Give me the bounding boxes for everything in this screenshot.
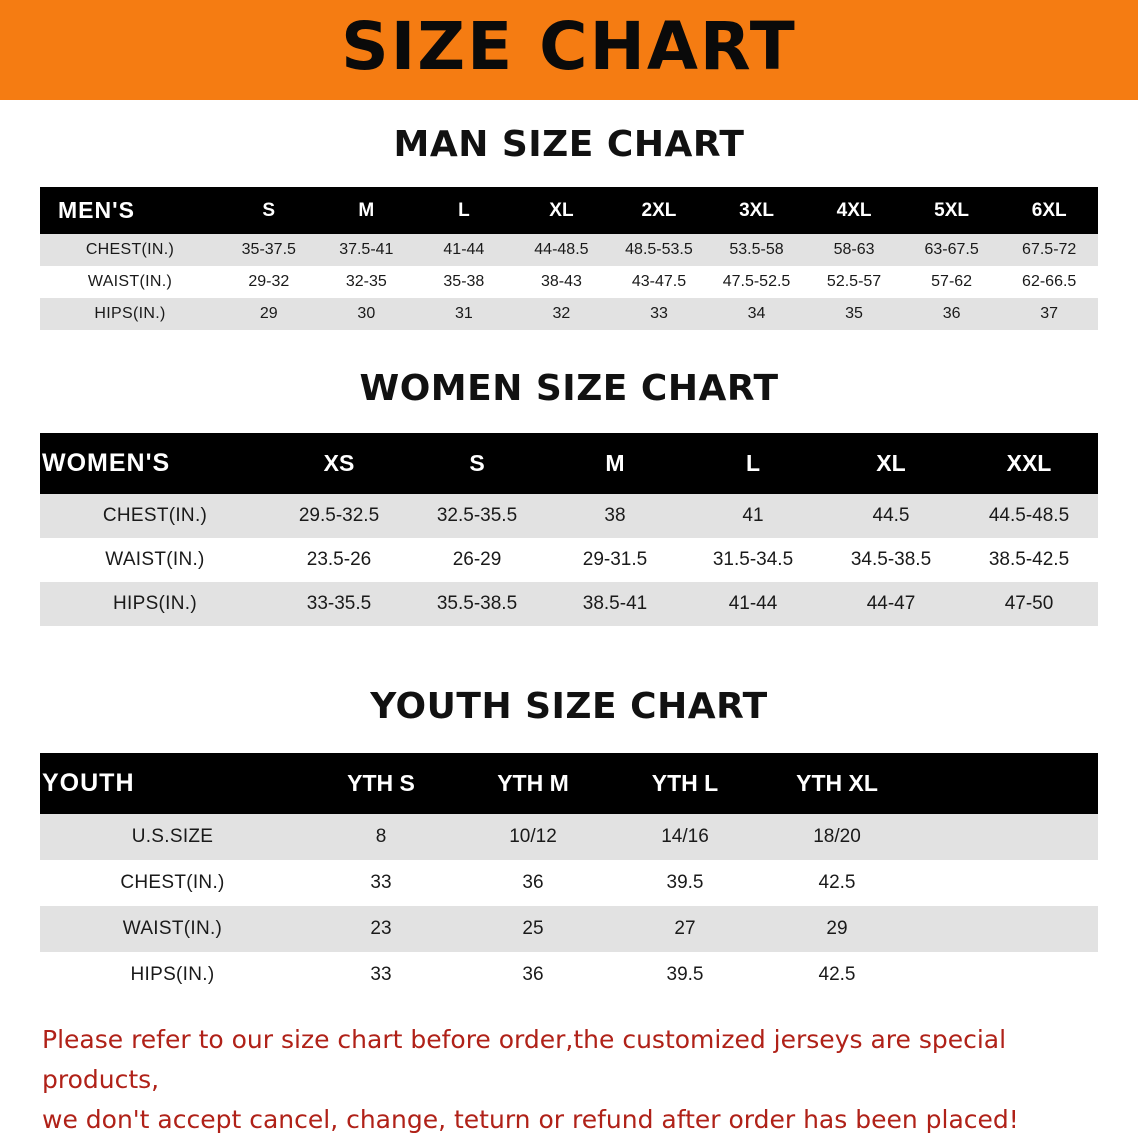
cell: 31.5-34.5: [684, 538, 822, 582]
cell: 32: [513, 298, 611, 330]
man-section-title: MAN SIZE CHART: [393, 124, 745, 165]
page-title: SIZE CHART: [341, 8, 797, 85]
cell: 33-35.5: [270, 582, 408, 626]
cell-spacer: [913, 814, 1098, 860]
cell: 62-66.5: [1000, 266, 1098, 298]
row-label-chest: CHEST(IN.): [40, 860, 305, 906]
cell: 58-63: [805, 234, 903, 266]
col-header-xl: XL: [513, 187, 611, 234]
cell: 29-32: [220, 266, 318, 298]
cell: 67.5-72: [1000, 234, 1098, 266]
man-size-table: [40, 187, 1098, 330]
row-label-waist: WAIST(IN.): [40, 266, 220, 298]
cell: 36: [457, 860, 609, 906]
table-header-row: [40, 187, 1098, 234]
cell: 10/12: [457, 814, 609, 860]
cell: 41-44: [684, 582, 822, 626]
row-label-hips: HIPS(IN.): [40, 952, 305, 998]
cell: 38.5-42.5: [960, 538, 1098, 582]
table-row: [40, 538, 1098, 582]
cell: 47.5-52.5: [708, 266, 806, 298]
cell: 44-48.5: [513, 234, 611, 266]
cell: 34: [708, 298, 806, 330]
cell: 44-47: [822, 582, 960, 626]
cell-spacer: [913, 860, 1098, 906]
col-header-yth-m: YTH M: [457, 753, 609, 814]
col-header-m: M: [546, 433, 684, 494]
col-header-5xl: 5XL: [903, 187, 1001, 234]
cell: 23: [305, 906, 457, 952]
cell: 32.5-35.5: [408, 494, 546, 538]
col-header-yth-xl: YTH XL: [761, 753, 913, 814]
cell-spacer: [913, 906, 1098, 952]
cell: 29-31.5: [546, 538, 684, 582]
table-row: [40, 582, 1098, 626]
cell: 36: [903, 298, 1001, 330]
cell: 35-38: [415, 266, 513, 298]
col-header-yth-s: YTH S: [305, 753, 457, 814]
cell: 33: [305, 952, 457, 998]
col-header-l: L: [415, 187, 513, 234]
col-header-3xl: 3XL: [708, 187, 806, 234]
cell: 38-43: [513, 266, 611, 298]
cell: 42.5: [761, 952, 913, 998]
disclaimer-note: [42, 1020, 1096, 1140]
cell: 44.5: [822, 494, 960, 538]
cell: 33: [305, 860, 457, 906]
cell: 42.5: [761, 860, 913, 906]
youth-table-wrap: [40, 753, 1098, 998]
cell: 44.5-48.5: [960, 494, 1098, 538]
table-row: [40, 952, 1098, 998]
cell: 25: [457, 906, 609, 952]
row-label-waist: WAIST(IN.): [40, 906, 305, 952]
col-header-l: L: [684, 433, 822, 494]
cell-spacer: [913, 952, 1098, 998]
table-row: [40, 814, 1098, 860]
row-label-hips: HIPS(IN.): [40, 298, 220, 330]
table-header-row: [40, 433, 1098, 494]
col-header-yth-l: YTH L: [609, 753, 761, 814]
cell: 48.5-53.5: [610, 234, 708, 266]
row-label-chest: CHEST(IN.): [40, 494, 270, 538]
col-header-m: M: [318, 187, 416, 234]
row-label-us-size: U.S.SIZE: [40, 814, 305, 860]
row-label-chest: CHEST(IN.): [40, 234, 220, 266]
col-header-s: S: [220, 187, 318, 234]
col-header-s: S: [408, 433, 546, 494]
cell: 39.5: [609, 860, 761, 906]
cell: 26-29: [408, 538, 546, 582]
cell: 8: [305, 814, 457, 860]
cell: 47-50: [960, 582, 1098, 626]
cell: 41: [684, 494, 822, 538]
disclaimer-line-2: we don't accept cancel, change, teturn or refund after order has been placed!: [42, 1105, 1019, 1134]
cell: 37: [1000, 298, 1098, 330]
cell: 38: [546, 494, 684, 538]
col-header-men: MEN'S: [40, 187, 220, 234]
table-row: [40, 906, 1098, 952]
col-header-xl: XL: [822, 433, 960, 494]
table-header-row: [40, 753, 1098, 814]
col-header-6xl: 6XL: [1000, 187, 1098, 234]
women-section-title: WOMEN SIZE CHART: [359, 368, 779, 409]
cell: 38.5-41: [546, 582, 684, 626]
cell: 18/20: [761, 814, 913, 860]
women-size-table: [40, 433, 1098, 626]
cell: 29: [761, 906, 913, 952]
col-header-xs: XS: [270, 433, 408, 494]
cell: 35.5-38.5: [408, 582, 546, 626]
cell: 34.5-38.5: [822, 538, 960, 582]
cell: 52.5-57: [805, 266, 903, 298]
cell: 36: [457, 952, 609, 998]
row-label-waist: WAIST(IN.): [40, 538, 270, 582]
man-table-wrap: [40, 187, 1098, 330]
cell: 23.5-26: [270, 538, 408, 582]
col-header-4xl: 4XL: [805, 187, 903, 234]
cell: 29.5-32.5: [270, 494, 408, 538]
cell: 35-37.5: [220, 234, 318, 266]
cell: 31: [415, 298, 513, 330]
cell: 33: [610, 298, 708, 330]
col-header-spacer: [913, 753, 1098, 814]
table-row: [40, 234, 1098, 266]
cell: 32-35: [318, 266, 416, 298]
cell: 53.5-58: [708, 234, 806, 266]
cell: 57-62: [903, 266, 1001, 298]
row-label-hips: HIPS(IN.): [40, 582, 270, 626]
cell: 30: [318, 298, 416, 330]
page-banner: [0, 0, 1138, 100]
cell: 41-44: [415, 234, 513, 266]
cell: 43-47.5: [610, 266, 708, 298]
cell: 29: [220, 298, 318, 330]
cell: 35: [805, 298, 903, 330]
table-row: [40, 494, 1098, 538]
col-header-womens: WOMEN'S: [40, 433, 270, 494]
youth-size-table: [40, 753, 1098, 998]
youth-section-title: YOUTH SIZE CHART: [370, 686, 768, 727]
women-table-wrap: [40, 433, 1098, 626]
col-header-xxl: XXL: [960, 433, 1098, 494]
cell: 39.5: [609, 952, 761, 998]
cell: 14/16: [609, 814, 761, 860]
table-row: [40, 266, 1098, 298]
col-header-youth: YOUTH: [40, 753, 305, 814]
cell: 27: [609, 906, 761, 952]
table-row: [40, 860, 1098, 906]
cell: 63-67.5: [903, 234, 1001, 266]
cell: 37.5-41: [318, 234, 416, 266]
table-row: [40, 298, 1098, 330]
col-header-2xl: 2XL: [610, 187, 708, 234]
disclaimer-line-1: Please refer to our size chart before order,the customized jerseys are special products,: [42, 1025, 1007, 1094]
